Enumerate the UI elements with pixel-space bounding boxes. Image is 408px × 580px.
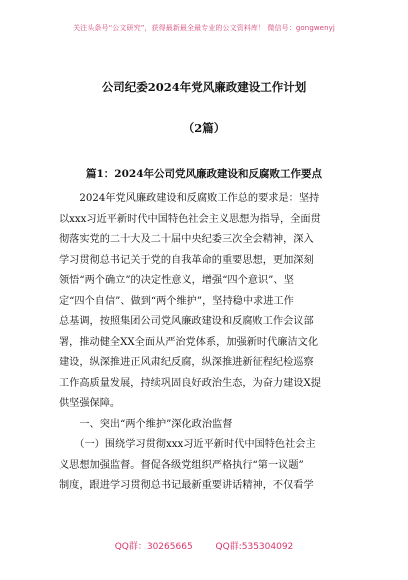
- paragraph-line: 供坚强保障。: [59, 398, 121, 409]
- paragraph-line: 工作高质量发展，持续巩固良好政治生态，为奋力建设X提: [59, 377, 321, 389]
- footer-qq-2: QQ群:535304092: [215, 542, 294, 552]
- paragraph-line: 制度，跟进学习贯彻总书记最新重要讲话精神，不仅看学: [59, 480, 314, 491]
- footer-qq-1: QQ群：30265665: [114, 542, 193, 552]
- section-heading: 一、突出“两个维护”深化政治监督: [59, 418, 233, 430]
- document-title: 公司纪委2024年党风廉政建设工作计划: [101, 80, 307, 94]
- paragraph-line: 2024年党风廉政建设和反腐败工作总的要求是：坚持: [59, 193, 320, 204]
- paragraph-line: 义思想加强监督。督促各级党组织严格执行“第一议题”: [59, 459, 304, 471]
- paragraph-line: 定“四个自信”、做到“两个维护”，坚持稳中求进工作: [59, 295, 294, 307]
- paragraph-line: （一）围绕学习贯彻xxx习近平新时代中国特色社会主: [59, 439, 316, 450]
- paragraph-1: [59, 189, 359, 497]
- paragraph-line: 署，推动健全XX全面从严治党体系，加强新时代廉洁文化: [59, 336, 319, 348]
- paragraph-line: 彻落实党的二十大及二十届中央纪委三次全会精神，深入: [59, 234, 314, 245]
- footer-contacts: [0, 539, 408, 552]
- paragraph-line: 以xxx习近平新时代中国特色社会主义思想为指导，全面贯: [59, 213, 321, 225]
- header-note: 关注头条号“公文研究”，获得最新最全最专业的公文资料库！ 微信号：gongwenyj: [73, 24, 335, 32]
- paragraph-line: 领悟“两个确立”的决定性意义，增强“四个意识”、坚: [59, 275, 294, 286]
- paragraph-line: 建设，纵深推进正风肃纪反腐，纵深推进新征程纪检巡察: [59, 357, 314, 368]
- paragraph-line: 学习贯彻总书记关于党的自我革命的重要思想，更加深刻: [59, 254, 314, 266]
- paragraph-line: 总基调，按照集团公司党风廉政建设和反腐败工作会议部: [59, 316, 314, 327]
- document-subtitle: （2篇）: [182, 121, 226, 135]
- section-title: 篇1：2024年公司党风廉政建设和反腐败工作要点: [85, 168, 323, 180]
